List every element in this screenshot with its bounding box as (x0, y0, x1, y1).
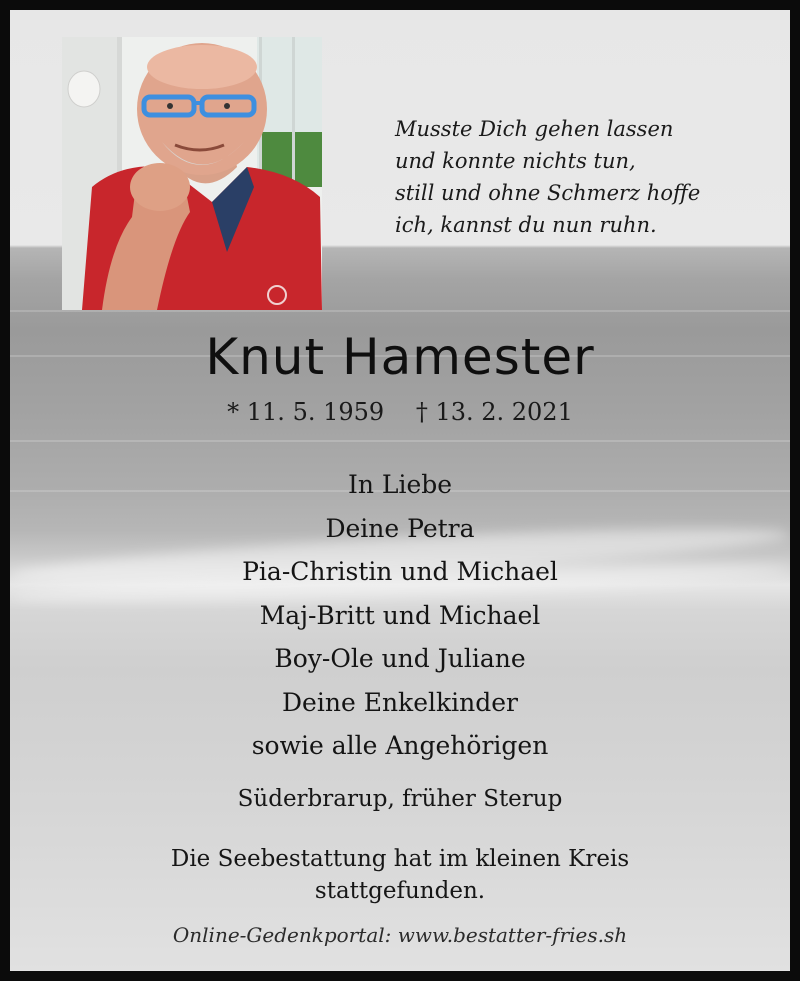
family-line: sowie alle Angehörigen (251, 731, 549, 760)
death-date: † 13. 2. 2021 (415, 398, 573, 426)
family-line: Deine Petra (325, 513, 475, 543)
burial-line: Die Seebestattung hat im kleinen Kreis (170, 846, 630, 872)
poem-line: ich, kannst du nun ruhn. (395, 213, 657, 237)
poem-line: Musste Dich gehen lassen (395, 117, 674, 141)
family-line: In Liebe (347, 470, 453, 499)
family-list (10, 463, 790, 768)
poem (395, 113, 775, 241)
deceased-name: Knut Hamester (205, 328, 595, 386)
family-line: Boy-Ole und Juliane (274, 644, 526, 673)
family-line: Maj-Britt und Michael (259, 600, 541, 630)
life-dates (10, 398, 790, 426)
sea-ripple (10, 310, 790, 312)
portrait-photo (62, 37, 322, 310)
poem-line: und konnte nichts tun, (395, 149, 636, 173)
burial-note (10, 843, 790, 907)
sea-ripple (10, 440, 790, 442)
place-text: Süderbrarup, früher Sterup (237, 786, 563, 812)
obituary-notice (10, 10, 790, 971)
portrait-illustration (62, 37, 322, 310)
memorial-portal-link[interactable]: Online-Gedenkportal: www.bestatter-fries.sh (172, 923, 628, 947)
poem-line: still und ohne Schmerz hoffe (395, 181, 701, 205)
burial-line: stattgefunden. (314, 878, 486, 904)
family-line: Pia-Christin und Michael (242, 557, 558, 586)
birth-date: * 11. 5. 1959 (227, 398, 385, 426)
family-line: Deine Enkelkinder (282, 687, 518, 717)
